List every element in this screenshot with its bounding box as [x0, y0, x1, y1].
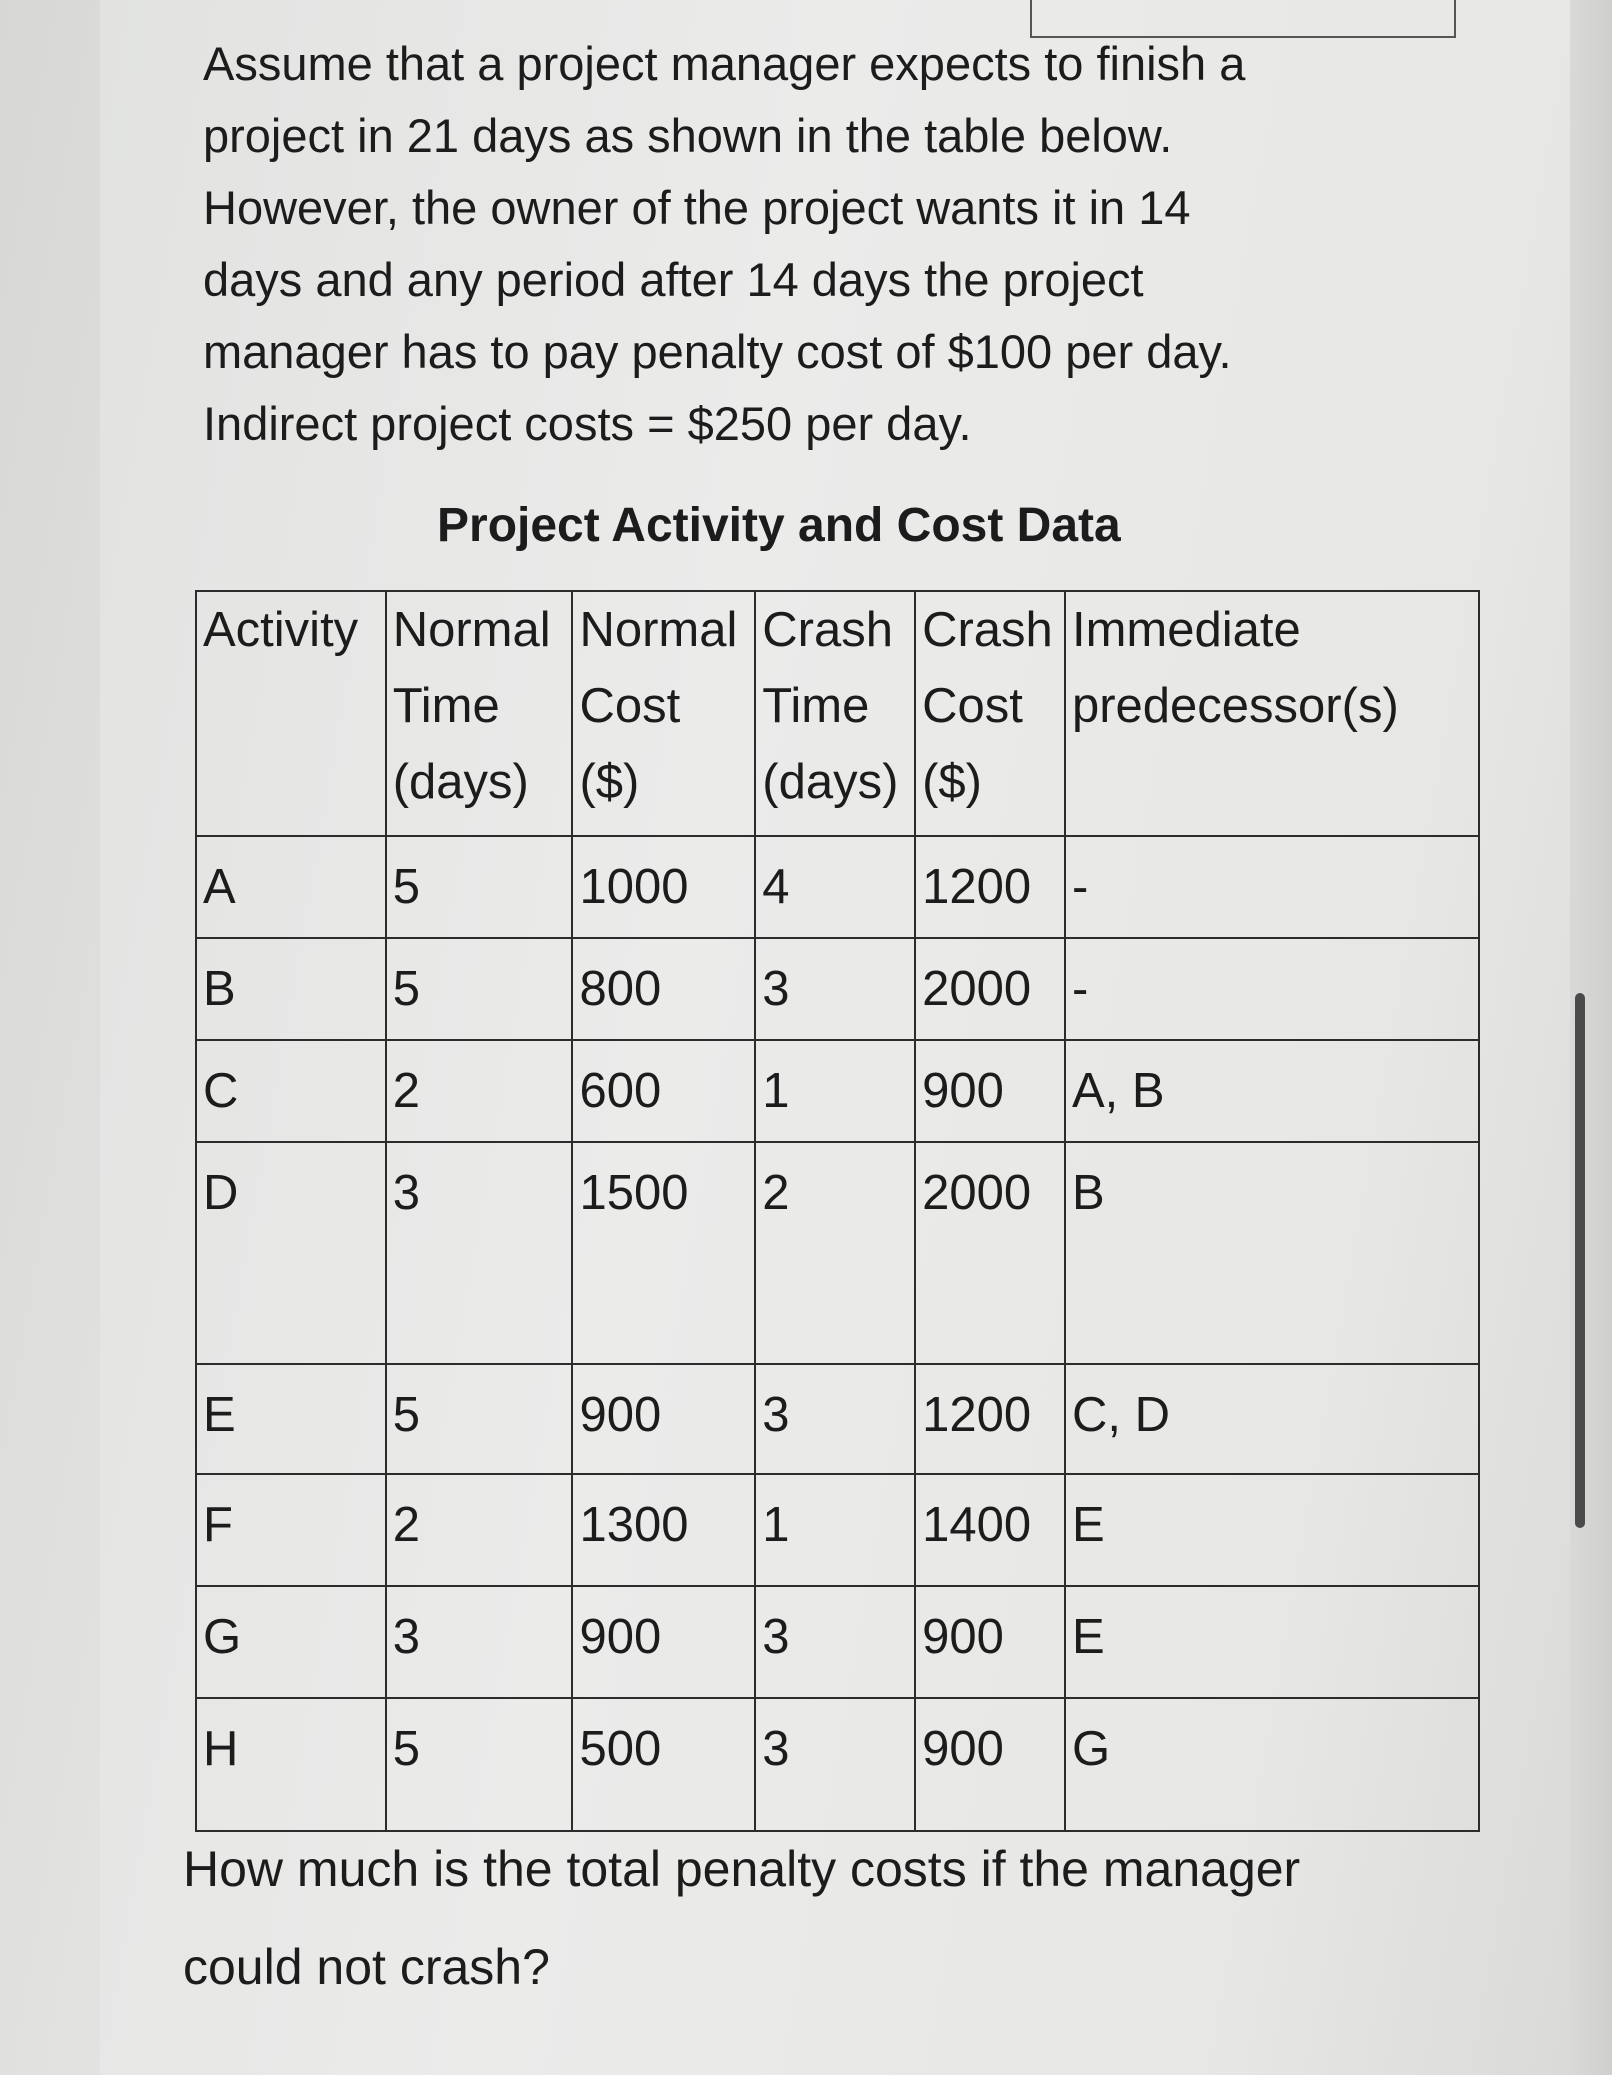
question-line: could not crash?	[183, 1939, 550, 1995]
cell-crash-cost: 2000	[915, 938, 1065, 1040]
question-text	[183, 1820, 1523, 2016]
cell-activity: B	[196, 938, 386, 1040]
cell-activity: A	[196, 836, 386, 938]
header-text: Activity	[203, 603, 359, 657]
table-title: Project Activity and Cost Data	[437, 499, 1121, 552]
intro-line: days and any period after 14 days the project	[203, 253, 1144, 306]
cell-normal-cost: 800	[572, 938, 755, 1040]
header-text: Normal	[392, 603, 551, 657]
cell-normal-time: 2	[386, 1474, 573, 1586]
cell-crash-time: 1	[755, 1474, 915, 1586]
cell-activity: F	[196, 1474, 386, 1586]
table-row	[196, 938, 1479, 1040]
cell-crash-time: 3	[755, 1698, 915, 1831]
cell-predecessors: B	[1065, 1142, 1479, 1364]
binder-bar	[1575, 993, 1585, 1528]
table-row	[196, 1364, 1479, 1474]
cell-crash-cost: 1200	[915, 1364, 1065, 1474]
cell-predecessors: E	[1065, 1474, 1479, 1586]
table-row	[196, 836, 1479, 938]
cell-activity: D	[196, 1142, 386, 1364]
cell-normal-cost: 1000	[572, 836, 755, 938]
header-text: ($)	[579, 755, 640, 809]
cell-crash-time: 4	[755, 836, 915, 938]
cell-normal-time: 2	[386, 1040, 573, 1142]
intro-line: manager has to pay penalty cost of $100 per day.	[203, 325, 1232, 378]
cell-crash-time: 3	[755, 1586, 915, 1698]
header-text: (days)	[762, 755, 899, 809]
header-normal-time	[386, 591, 573, 836]
table-row	[196, 1586, 1479, 1698]
cell-predecessors: E	[1065, 1586, 1479, 1698]
cell-predecessors: -	[1065, 836, 1479, 938]
cell-crash-time: 2	[755, 1142, 915, 1364]
cell-normal-time: 3	[386, 1142, 573, 1364]
activity-cost-table	[195, 590, 1480, 1832]
header-text: Time	[392, 679, 500, 733]
header-crash-cost	[915, 591, 1065, 836]
cell-activity: G	[196, 1586, 386, 1698]
header-text: Crash	[922, 603, 1053, 657]
header-text: Crash	[762, 603, 893, 657]
cell-normal-time: 5	[386, 938, 573, 1040]
cell-normal-cost: 500	[572, 1698, 755, 1831]
cell-predecessors: G	[1065, 1698, 1479, 1831]
cell-normal-cost: 900	[572, 1364, 755, 1474]
cell-normal-time: 3	[386, 1586, 573, 1698]
header-row	[196, 591, 1479, 836]
intro-line: However, the owner of the project wants it in 14	[203, 181, 1191, 234]
cell-normal-cost: 1300	[572, 1474, 755, 1586]
header-predecessors	[1065, 591, 1479, 836]
header-text: (days)	[392, 755, 529, 809]
header-crash-time	[755, 591, 915, 836]
problem-statement	[203, 28, 1403, 460]
cell-normal-cost: 1500	[572, 1142, 755, 1364]
header-text: Cost	[579, 679, 681, 733]
header-text: Time	[762, 679, 870, 733]
header-normal-cost	[572, 591, 755, 836]
header-text: Immediate	[1071, 603, 1301, 657]
cell-normal-cost: 600	[572, 1040, 755, 1142]
cell-normal-time: 5	[386, 836, 573, 938]
cell-crash-cost: 900	[915, 1586, 1065, 1698]
cell-predecessors: C, D	[1065, 1364, 1479, 1474]
cell-normal-time: 5	[386, 1698, 573, 1831]
table-row	[196, 1040, 1479, 1142]
table-row	[196, 1698, 1479, 1831]
intro-line: Indirect project costs = $250 per day.	[203, 397, 972, 450]
cell-crash-time: 3	[755, 938, 915, 1040]
cell-predecessors: A, B	[1065, 1040, 1479, 1142]
cell-crash-time: 1	[755, 1040, 915, 1142]
cell-crash-cost: 2000	[915, 1142, 1065, 1364]
header-text: Cost	[922, 679, 1023, 733]
table-row	[196, 1474, 1479, 1586]
cell-crash-cost: 900	[915, 1040, 1065, 1142]
header-text: predecessor(s)	[1071, 679, 1399, 733]
cell-normal-cost: 900	[572, 1586, 755, 1698]
cell-crash-cost: 1200	[915, 836, 1065, 938]
intro-line: project in 21 days as shown in the table below.	[203, 109, 1173, 162]
header-text: Normal	[579, 603, 738, 657]
cell-activity: H	[196, 1698, 386, 1831]
cell-crash-cost: 900	[915, 1698, 1065, 1831]
question-line: How much is the total penalty costs if the manager	[183, 1841, 1301, 1897]
cell-crash-time: 3	[755, 1364, 915, 1474]
cell-activity: C	[196, 1040, 386, 1142]
cell-normal-time: 5	[386, 1364, 573, 1474]
cell-predecessors: -	[1065, 938, 1479, 1040]
header-text: ($)	[922, 755, 982, 809]
header-activity	[196, 591, 386, 836]
table-row	[196, 1142, 1479, 1364]
cell-activity: E	[196, 1364, 386, 1474]
intro-line: Assume that a project manager expects to finish a	[203, 37, 1246, 90]
cell-crash-cost: 1400	[915, 1474, 1065, 1586]
